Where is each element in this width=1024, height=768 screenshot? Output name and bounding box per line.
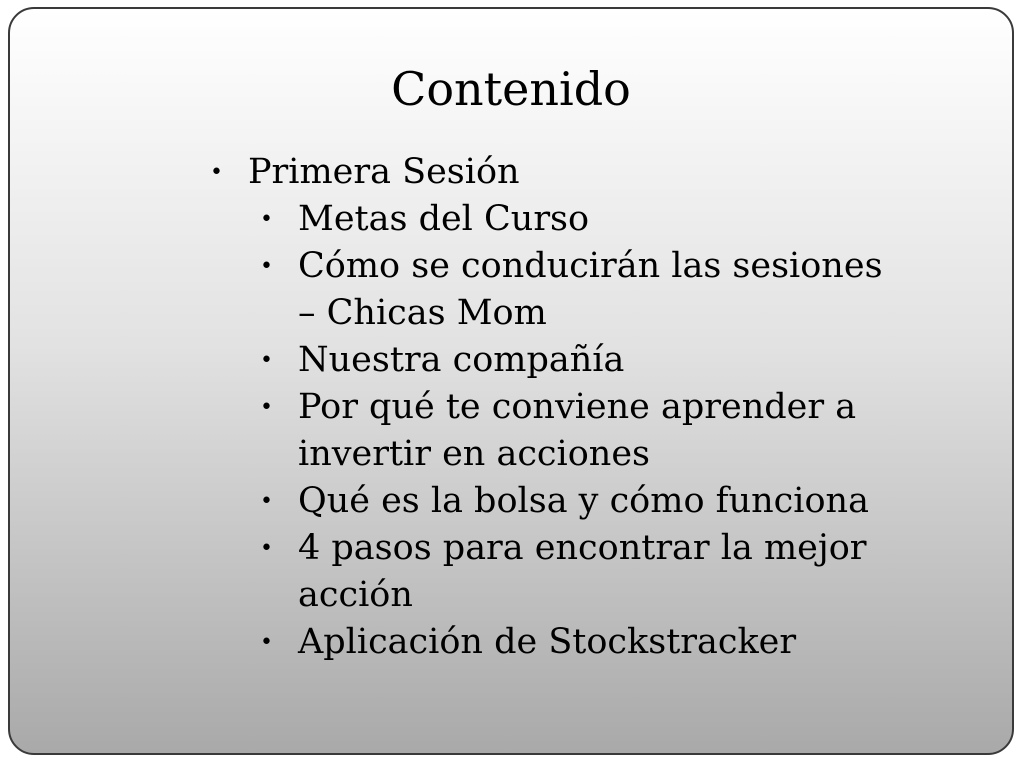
bullet-dot-icon: • bbox=[260, 254, 273, 279]
list-item-text: Metas del Curso bbox=[298, 199, 590, 239]
list-item-text: 4 pasos para encontrar la mejor acción bbox=[298, 528, 867, 615]
list-item-text: Aplicación de Stockstracker bbox=[298, 622, 797, 662]
list-item-text: Primera Sesión bbox=[248, 152, 520, 192]
bullet-dot-icon: • bbox=[260, 207, 273, 232]
bullet-list bbox=[210, 149, 900, 666]
list-item bbox=[210, 196, 900, 243]
slide-title: Contenido bbox=[391, 62, 631, 116]
bullet-dot-icon: • bbox=[260, 395, 273, 420]
list-item-text: Nuestra compañía bbox=[298, 340, 625, 380]
list-item-text: Cómo se conducirán las sesiones – Chicas Mom bbox=[298, 246, 883, 333]
bullet-dot-icon: • bbox=[260, 348, 273, 373]
bullet-dot-icon: • bbox=[260, 630, 273, 655]
list-item bbox=[210, 478, 900, 525]
bullet-dot-icon: • bbox=[260, 489, 273, 514]
bullet-dot-icon: • bbox=[210, 160, 223, 185]
bullet-dot-icon: • bbox=[260, 536, 273, 561]
list-item-text: Qué es la bolsa y cómo funciona bbox=[298, 481, 869, 521]
list-item bbox=[210, 384, 900, 478]
list-item bbox=[210, 149, 900, 196]
list-item bbox=[210, 243, 900, 337]
list-item bbox=[210, 619, 900, 666]
list-item-text: Por qué te conviene aprender a invertir en acciones bbox=[298, 387, 857, 474]
slide-frame bbox=[8, 7, 1014, 755]
list-item bbox=[210, 525, 900, 619]
list-item bbox=[210, 337, 900, 384]
